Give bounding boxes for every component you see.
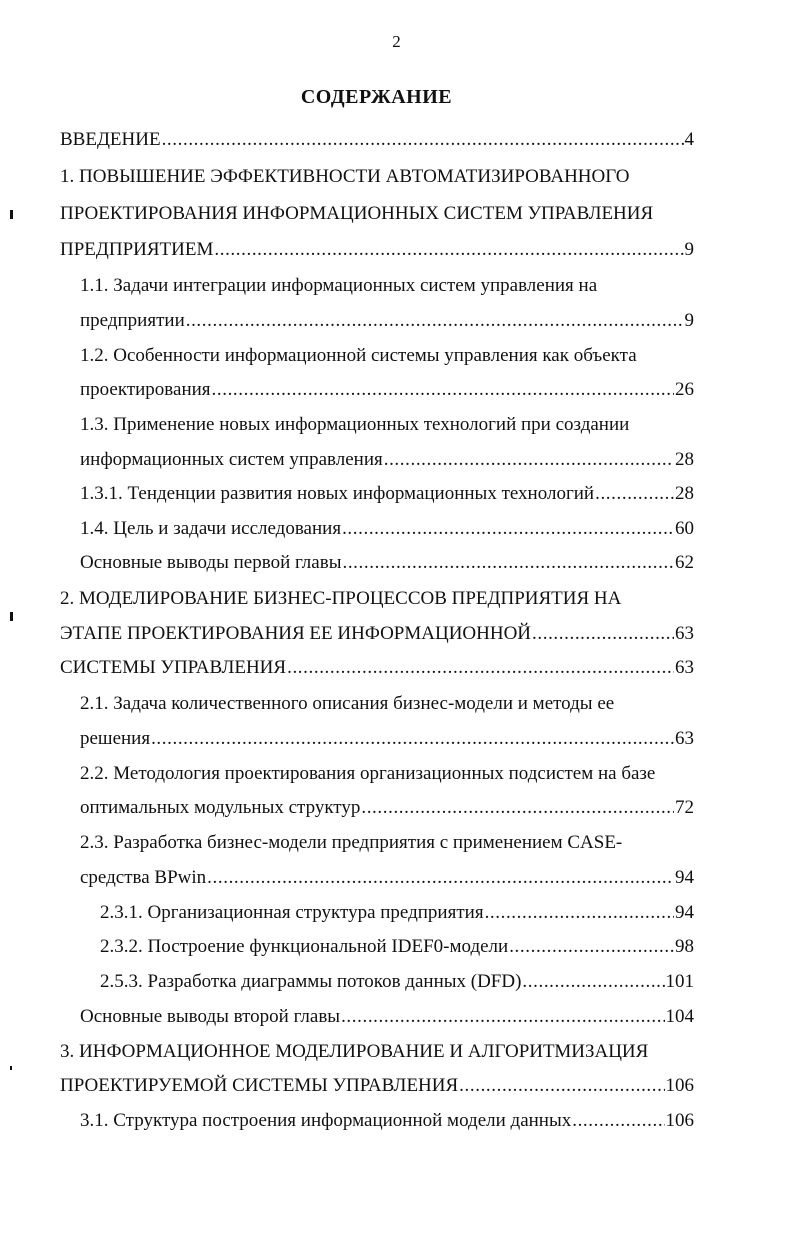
- toc-entry: [100, 970, 694, 994]
- toc-entry-text: 1.3. Применение новых информационных технологий при создании: [80, 414, 630, 435]
- toc-entry: [80, 866, 694, 890]
- dot-leader: [361, 796, 674, 820]
- toc-entry-text: ВВЕДЕНИЕ: [60, 129, 161, 150]
- toc-entry-page: 101: [665, 971, 694, 992]
- toc-entry: [80, 309, 694, 333]
- dot-leader: [509, 935, 674, 959]
- dot-leader: [384, 448, 674, 472]
- toc-entry-page: 63: [675, 623, 694, 644]
- toc-entry-text: 2.3.1. Организационная структура предприятия: [100, 902, 484, 923]
- toc-entry-page: 63: [675, 657, 694, 678]
- toc-entry: [60, 128, 694, 152]
- toc-entry: [60, 165, 700, 189]
- toc-entry: [80, 1109, 694, 1133]
- toc-entry-page: 94: [675, 902, 694, 923]
- toc-entry-page: 28: [675, 449, 694, 470]
- dot-leader: [207, 866, 674, 890]
- dot-leader: [342, 551, 674, 575]
- dot-leader: [186, 309, 684, 333]
- toc-entry: [60, 587, 700, 611]
- dot-leader: [341, 1005, 664, 1029]
- scan-mark: [10, 210, 13, 219]
- dot-leader: [459, 1074, 664, 1098]
- toc-entry-text: решения: [80, 728, 151, 749]
- dot-leader: [214, 238, 683, 262]
- toc-entry: [80, 517, 694, 541]
- toc-entry-page: 98: [675, 936, 694, 957]
- toc-entry: [80, 344, 700, 368]
- dot-leader: [342, 517, 674, 541]
- dot-leader: [212, 378, 674, 402]
- toc-entry-text: ПРОЕКТИРОВАНИЯ ИНФОРМАЦИОННЫХ СИСТЕМ УПРАВЛЕНИЯ: [60, 203, 654, 224]
- toc-entry-page: 28: [675, 483, 694, 504]
- toc-entry-page: 72: [675, 797, 694, 818]
- toc-entry-text: 2.5.3. Разработка диаграммы потоков данных (DFD): [100, 971, 522, 992]
- toc-entry-text: 2.3.2. Построение функциональной IDEF0-модели: [100, 936, 509, 957]
- dot-leader: [595, 482, 674, 506]
- toc-entry-page: 9: [684, 310, 694, 331]
- toc-entry-text: ЭТАПЕ ПРОЕКТИРОВАНИЯ ЕЕ ИНФОРМАЦИОННОЙ: [60, 623, 532, 644]
- toc-entry: [60, 656, 694, 680]
- toc-entry-page: 106: [665, 1110, 694, 1131]
- toc-entry: [60, 1074, 694, 1098]
- toc-entry-text: СИСТЕМЫ УПРАВЛЕНИЯ: [60, 657, 287, 678]
- toc-entry-page: 63: [675, 728, 694, 749]
- toc-entry-text: Основные выводы второй главы: [80, 1006, 341, 1027]
- toc-entry: [80, 274, 700, 298]
- dot-leader: [572, 1109, 664, 1133]
- toc-entry: [80, 796, 694, 820]
- toc-entry: [80, 831, 700, 855]
- toc-entry-page: 4: [684, 129, 694, 150]
- dot-leader: [532, 622, 674, 646]
- toc-entry: [60, 622, 694, 646]
- toc-entry-page: 26: [675, 379, 694, 400]
- toc-entry: [60, 202, 700, 226]
- dot-leader: [162, 128, 684, 152]
- toc-entry-text: 3.1. Структура построения информационной модели данных: [80, 1110, 572, 1131]
- toc-entry-text: 1. ПОВЫШЕНИЕ ЭФФЕКТИВНОСТИ АВТОМАТИЗИРОВАННОГО: [60, 166, 630, 187]
- toc-entry-text: предприятии: [80, 310, 185, 331]
- toc-entry: [60, 1040, 700, 1064]
- toc-entry-text: 1.4. Цель и задачи исследования: [80, 518, 342, 539]
- toc-entry-page: 104: [665, 1006, 694, 1027]
- toc-entry-page: 94: [675, 867, 694, 888]
- toc-entry: [80, 551, 694, 575]
- dot-leader: [287, 656, 674, 680]
- page-number: 2: [392, 32, 401, 51]
- toc-entry-text: 1.3.1. Тенденции развития новых информационных технологий: [80, 483, 595, 504]
- dot-leader: [522, 970, 664, 994]
- toc-entry-text: 3. ИНФОРМАЦИОННОЕ МОДЕЛИРОВАНИЕ И АЛГОРИТМИЗАЦИЯ: [60, 1041, 649, 1062]
- page-title: СОДЕРЖАНИЕ: [300, 86, 453, 108]
- toc-entry-text: ПРОЕКТИРУЕМОЙ СИСТЕМЫ УПРАВЛЕНИЯ: [60, 1075, 459, 1096]
- dot-leader: [151, 727, 674, 751]
- toc-entry-text: 2.3. Разработка бизнес-модели предприятия с применением CASE-: [80, 832, 623, 853]
- scan-mark: [10, 612, 13, 621]
- toc-entry: [80, 413, 700, 437]
- toc-entry-text: информационных систем управления: [80, 449, 383, 470]
- toc-entry: [80, 727, 694, 751]
- toc-entry-text: 2.1. Задача количественного описания бизнес-модели и методы ее: [80, 693, 615, 714]
- toc-entry: [100, 901, 694, 925]
- toc-entry-text: 2. МОДЕЛИРОВАНИЕ БИЗНЕС-ПРОЦЕССОВ ПРЕДПРИЯТИЯ НА: [60, 588, 622, 609]
- toc-entry-text: средства BPwin: [80, 867, 207, 888]
- toc-entry-page: 9: [684, 239, 694, 260]
- toc-entry-page: 60: [675, 518, 694, 539]
- toc-entry: [60, 238, 694, 262]
- toc-entry: [80, 1005, 694, 1029]
- toc-entry-text: 2.2. Методология проектирования организационных подсистем на базе: [80, 763, 656, 784]
- toc-entry-text: проектирования: [80, 379, 211, 400]
- toc-entry: [80, 762, 700, 786]
- toc-entry-text: ПРЕДПРИЯТИЕМ: [60, 239, 214, 260]
- toc-entry: [100, 935, 694, 959]
- toc-entry-text: Основные выводы первой главы: [80, 552, 342, 573]
- toc-entry: [80, 448, 694, 472]
- toc-entry-page: 62: [675, 552, 694, 573]
- toc-entry: [80, 378, 694, 402]
- toc-entry: [80, 692, 700, 716]
- toc-entry-text: оптимальных модульных структур: [80, 797, 361, 818]
- toc-entry: [80, 482, 694, 506]
- toc-entry-text: 1.1. Задачи интеграции информационных систем управления на: [80, 275, 598, 296]
- toc-entry-page: 106: [665, 1075, 694, 1096]
- toc-entry-text: 1.2. Особенности информационной системы управления как объекта: [80, 345, 637, 366]
- dot-leader: [485, 901, 674, 925]
- scan-mark: [10, 1066, 12, 1070]
